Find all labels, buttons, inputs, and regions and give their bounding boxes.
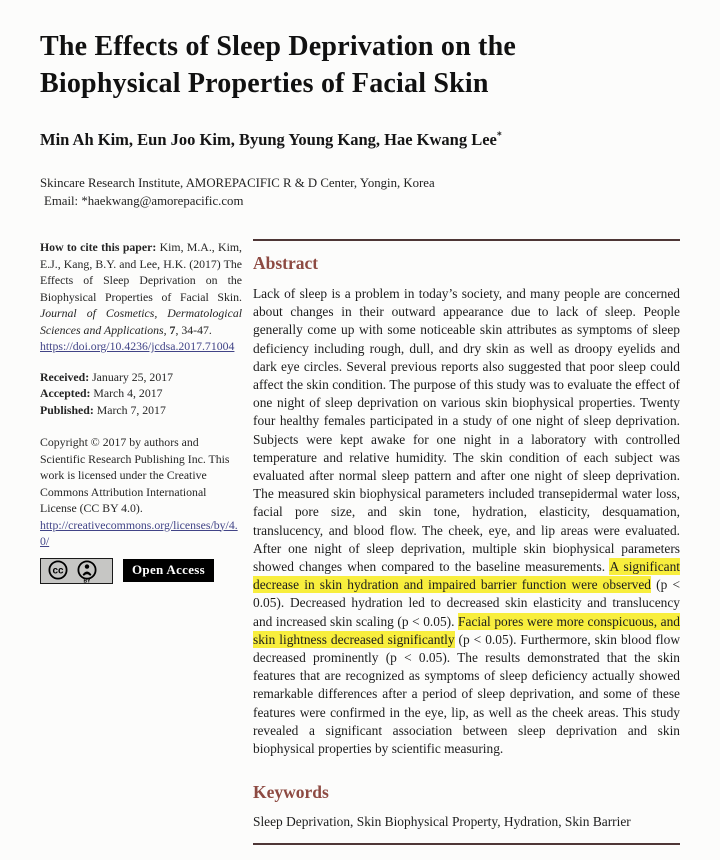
accepted-value: March 4, 2017 [90, 386, 163, 400]
doi-link[interactable]: https://doi.org/10.4236/jcdsa.2017.71004 [40, 339, 235, 353]
authors-line [40, 130, 680, 150]
abstract-paragraph [253, 285, 680, 758]
citation-text: Kim, M.A., Kim, E.J., Kang, B.Y. and Lee, H.K. (2017) The Effects of Sleep Deprivation on the Biophysical Properties of Facial Skin. [40, 240, 242, 304]
main-column [253, 239, 680, 845]
open-access-badge[interactable]: Open Access [123, 559, 214, 583]
how-to-cite-block [40, 239, 242, 355]
citation-pages: , 34-47. [175, 322, 212, 337]
copyright-text: Copyright © 2017 by authors and Scientific Research Publishing Inc. This work is licensed under the Creative Commons Attribution International License (CC BY 4.0). [40, 435, 230, 515]
content-columns [40, 239, 680, 845]
abstract-text-segment: (p < 0.05). Furthermore, skin blood flow decreased prominently (p < 0.05). The results demonstrated that the skin features that are recognized as symptoms of sleep deficiency actually showed remarkable differences after a period of sleep deprivation, and some of these features were confirmed in the eye, lip, as well as the cheek areas. This study revealed a significant association between sleep deprivation and skin biophysical properties by scientific measuring. [253, 631, 680, 757]
published-date [40, 402, 242, 419]
keywords-heading: Keywords [253, 782, 329, 803]
email-label: Email: [44, 194, 82, 208]
cc-by-badge-icon[interactable] [40, 558, 113, 584]
published-label: Published: [40, 402, 94, 417]
license-badges-row [40, 558, 242, 584]
copyright-block [40, 434, 242, 550]
citation-volume: 7 [169, 322, 176, 337]
article-info-sidebar [40, 239, 242, 584]
citation-separator: , [163, 322, 170, 337]
authors-names: Min Ah Kim, Eun Joo Kim, Byung Young Kang, Hae Kwang Lee [40, 130, 497, 149]
abstract-highlighted-text: A significant decrease in skin hydration and impaired barrier function were observed [253, 559, 681, 593]
abstract-text-segment: (p < 0.05). Decreased hydration led to decreased skin elasticity and translucency and increased skin scaling (p < 0.05). [253, 577, 681, 629]
received-value: January 25, 2017 [89, 369, 174, 384]
accepted-label: Accepted: [40, 386, 91, 400]
received-label: Received: [40, 369, 90, 384]
abstract-heading: Abstract [253, 253, 319, 273]
svg-text:cc: cc [52, 565, 64, 576]
email-line [44, 194, 680, 209]
citation-journal-name: Journal of Cosmetics, Dermatological Sciences and Applications [40, 306, 242, 337]
published-value: March 7, 2017 [93, 402, 166, 417]
affiliation-line: Skincare Research Institute, AMOREPACIFIC R & D Center, Yongin, Korea [40, 176, 435, 190]
article-dates-block [40, 369, 242, 419]
received-date [40, 369, 242, 386]
abstract-text-segment: Lack of sleep is a problem in today’s society, and many people are concerned about changes in their outward appearance due to lack of sleep. People generally come up with some noticeable skin attributes as symptoms of sleep deficiency including rough, dull, and dry skin as well as droopy eyelids and dark eye circles. Several previous reports also suggested that poor sleep could affect the skin condition. The purpose of this study was to evaluate the effect of one night of sleep deprivation on various skin biophysical properties. Twenty four healthy females participated in a study of one night of sleep deprivation. Subjects were kept awake for one night in a laboratory with controlled temperature and relative humidity. The skin condition of each subject was evaluated after normal sleep pattern and after one night of sleep deprivation. The measured skin biophysical parameters included transepidermal water loss, facial pore size, and skin tone, hydration, elasticity, desquamation, translucency, and blood flow. The cheek, eye, and lip areas were evaluated. After one night of sleep deprivation, multiple skin biophysical parameters showed changes when compared to the baseline measurements. [253, 286, 680, 575]
paper-title: The Effects of Sleep Deprivation on the Biophysical Properties of Facial Skin [40, 31, 516, 99]
bottom-divider [253, 843, 680, 845]
corresponding-author-mark: * [496, 130, 502, 142]
license-link[interactable]: http://creativecommons.org/licenses/by/4.0/ [40, 517, 238, 548]
email-address: *haekwang@amorepacific.com [81, 194, 244, 208]
accepted-date [40, 385, 242, 402]
abstract-highlighted-text: Facial pores were more conspicuous, and skin lightness decreased significantly [253, 613, 681, 647]
svg-text:BY: BY [83, 578, 91, 584]
keywords-list: Sleep Deprivation, Skin Biophysical Property, Hydration, Skin Barrier [253, 814, 631, 830]
how-to-cite-label: How to cite this paper: [40, 240, 157, 254]
